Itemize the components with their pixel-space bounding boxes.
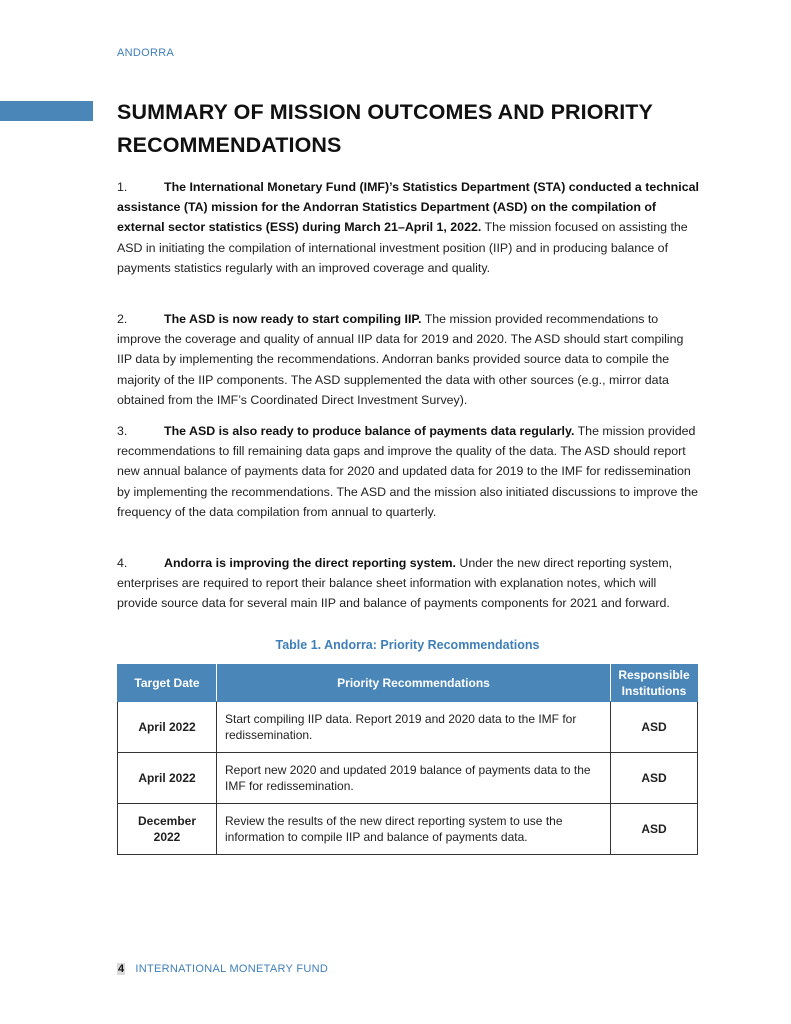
- paragraph-body: The mission focused on assisting the ASD in initiating the compilation of international investment position (IIP) and in producing balance of payments statistics regularly with an improved coverage and quality.: [117, 220, 688, 275]
- cell-recommendation: Review the results of the new direct reporting system to use the information to compile IIP and balance of payments data.: [217, 804, 611, 855]
- page-footer: [117, 963, 328, 975]
- accent-bar: [0, 101, 93, 121]
- paragraph-2: [117, 309, 700, 410]
- priority-recommendations-table: [117, 664, 698, 855]
- column-header-priority-recommendations: Priority Recommendations: [217, 665, 611, 702]
- paragraph-3: [117, 421, 700, 522]
- table-header-row: [118, 665, 698, 702]
- column-header-responsible-institutions: Responsible Institutions: [611, 665, 698, 702]
- page-number: 4: [118, 963, 125, 975]
- cell-target-date: December 2022: [118, 804, 217, 855]
- cell-recommendation: Start compiling IIP data. Report 2019 and 2020 data to the IMF for redissemination.: [217, 702, 611, 753]
- paragraph-number: 1.: [117, 180, 128, 194]
- table-row: [118, 804, 698, 855]
- paragraph-lead: Andorra is improving the direct reporting system.: [164, 556, 456, 570]
- table-caption: Table 1. Andorra: Priority Recommendations: [275, 638, 540, 652]
- cell-target-date: April 2022: [118, 702, 217, 753]
- cell-institution: ASD: [611, 753, 698, 804]
- page-title: SUMMARY OF MISSION OUTCOMES AND PRIORITY RECOMMENDATIONS: [117, 100, 653, 157]
- paragraph-number: 2.: [117, 312, 128, 326]
- table-row: [118, 753, 698, 804]
- paragraph-number: 3.: [117, 424, 128, 438]
- paragraph-lead: The ASD is also ready to produce balance of payments data regularly.: [164, 424, 575, 438]
- paragraph-body: The mission provided recommendations to fill remaining data gaps and improve the quality of the data. The ASD should report new annual balance of payments data for 2020 and updated data for 2019 to the IMF for redissemination by implementing the recommendations. The ASD and the mission also initiated discussions to improve the frequency of the data compilation from annual to quarterly.: [117, 424, 699, 519]
- cell-institution: ASD: [611, 702, 698, 753]
- running-header: ANDORRA: [117, 47, 175, 59]
- paragraph-lead: The International Monetary Fund (IMF)’s Statistics Department (STA) conducted a technical assistance (TA) mission for the Andorran Statistics Department (ASD) on the compilation of external sector statistics (ESS) during March 21–April 1, 2022.: [117, 180, 699, 235]
- cell-target-date: April 2022: [118, 753, 217, 804]
- footer-organization: INTERNATIONAL MONETARY FUND: [135, 963, 329, 975]
- paragraph-body: The mission provided recommendations to improve the coverage and quality of annual IIP data for 2019 and 2020. The ASD should start compiling IIP data by implementing the recommendations. Andorran banks provided source data to compile the majority of the IIP components. The ASD supplemented the data with other sources (e.g., mirror data obtained from the IMF’s Coordinated Direct Investment Survey).: [117, 312, 684, 407]
- paragraph-body: Under the new direct reporting system, enterprises are required to report their balance sheet information with explanation notes, which will provide source data for several main IIP and balance of payments components for 2021 and forward.: [117, 556, 673, 611]
- cell-institution: ASD: [611, 804, 698, 855]
- cell-recommendation: Report new 2020 and updated 2019 balance of payments data to the IMF for redissemination.: [217, 753, 611, 804]
- paragraph-lead: The ASD is now ready to start compiling IIP.: [164, 312, 422, 326]
- column-header-target-date: Target Date: [118, 665, 217, 702]
- paragraph-1: [117, 177, 700, 278]
- paragraph-4: [117, 553, 700, 614]
- table-row: [118, 702, 698, 753]
- paragraph-number: 4.: [117, 556, 128, 570]
